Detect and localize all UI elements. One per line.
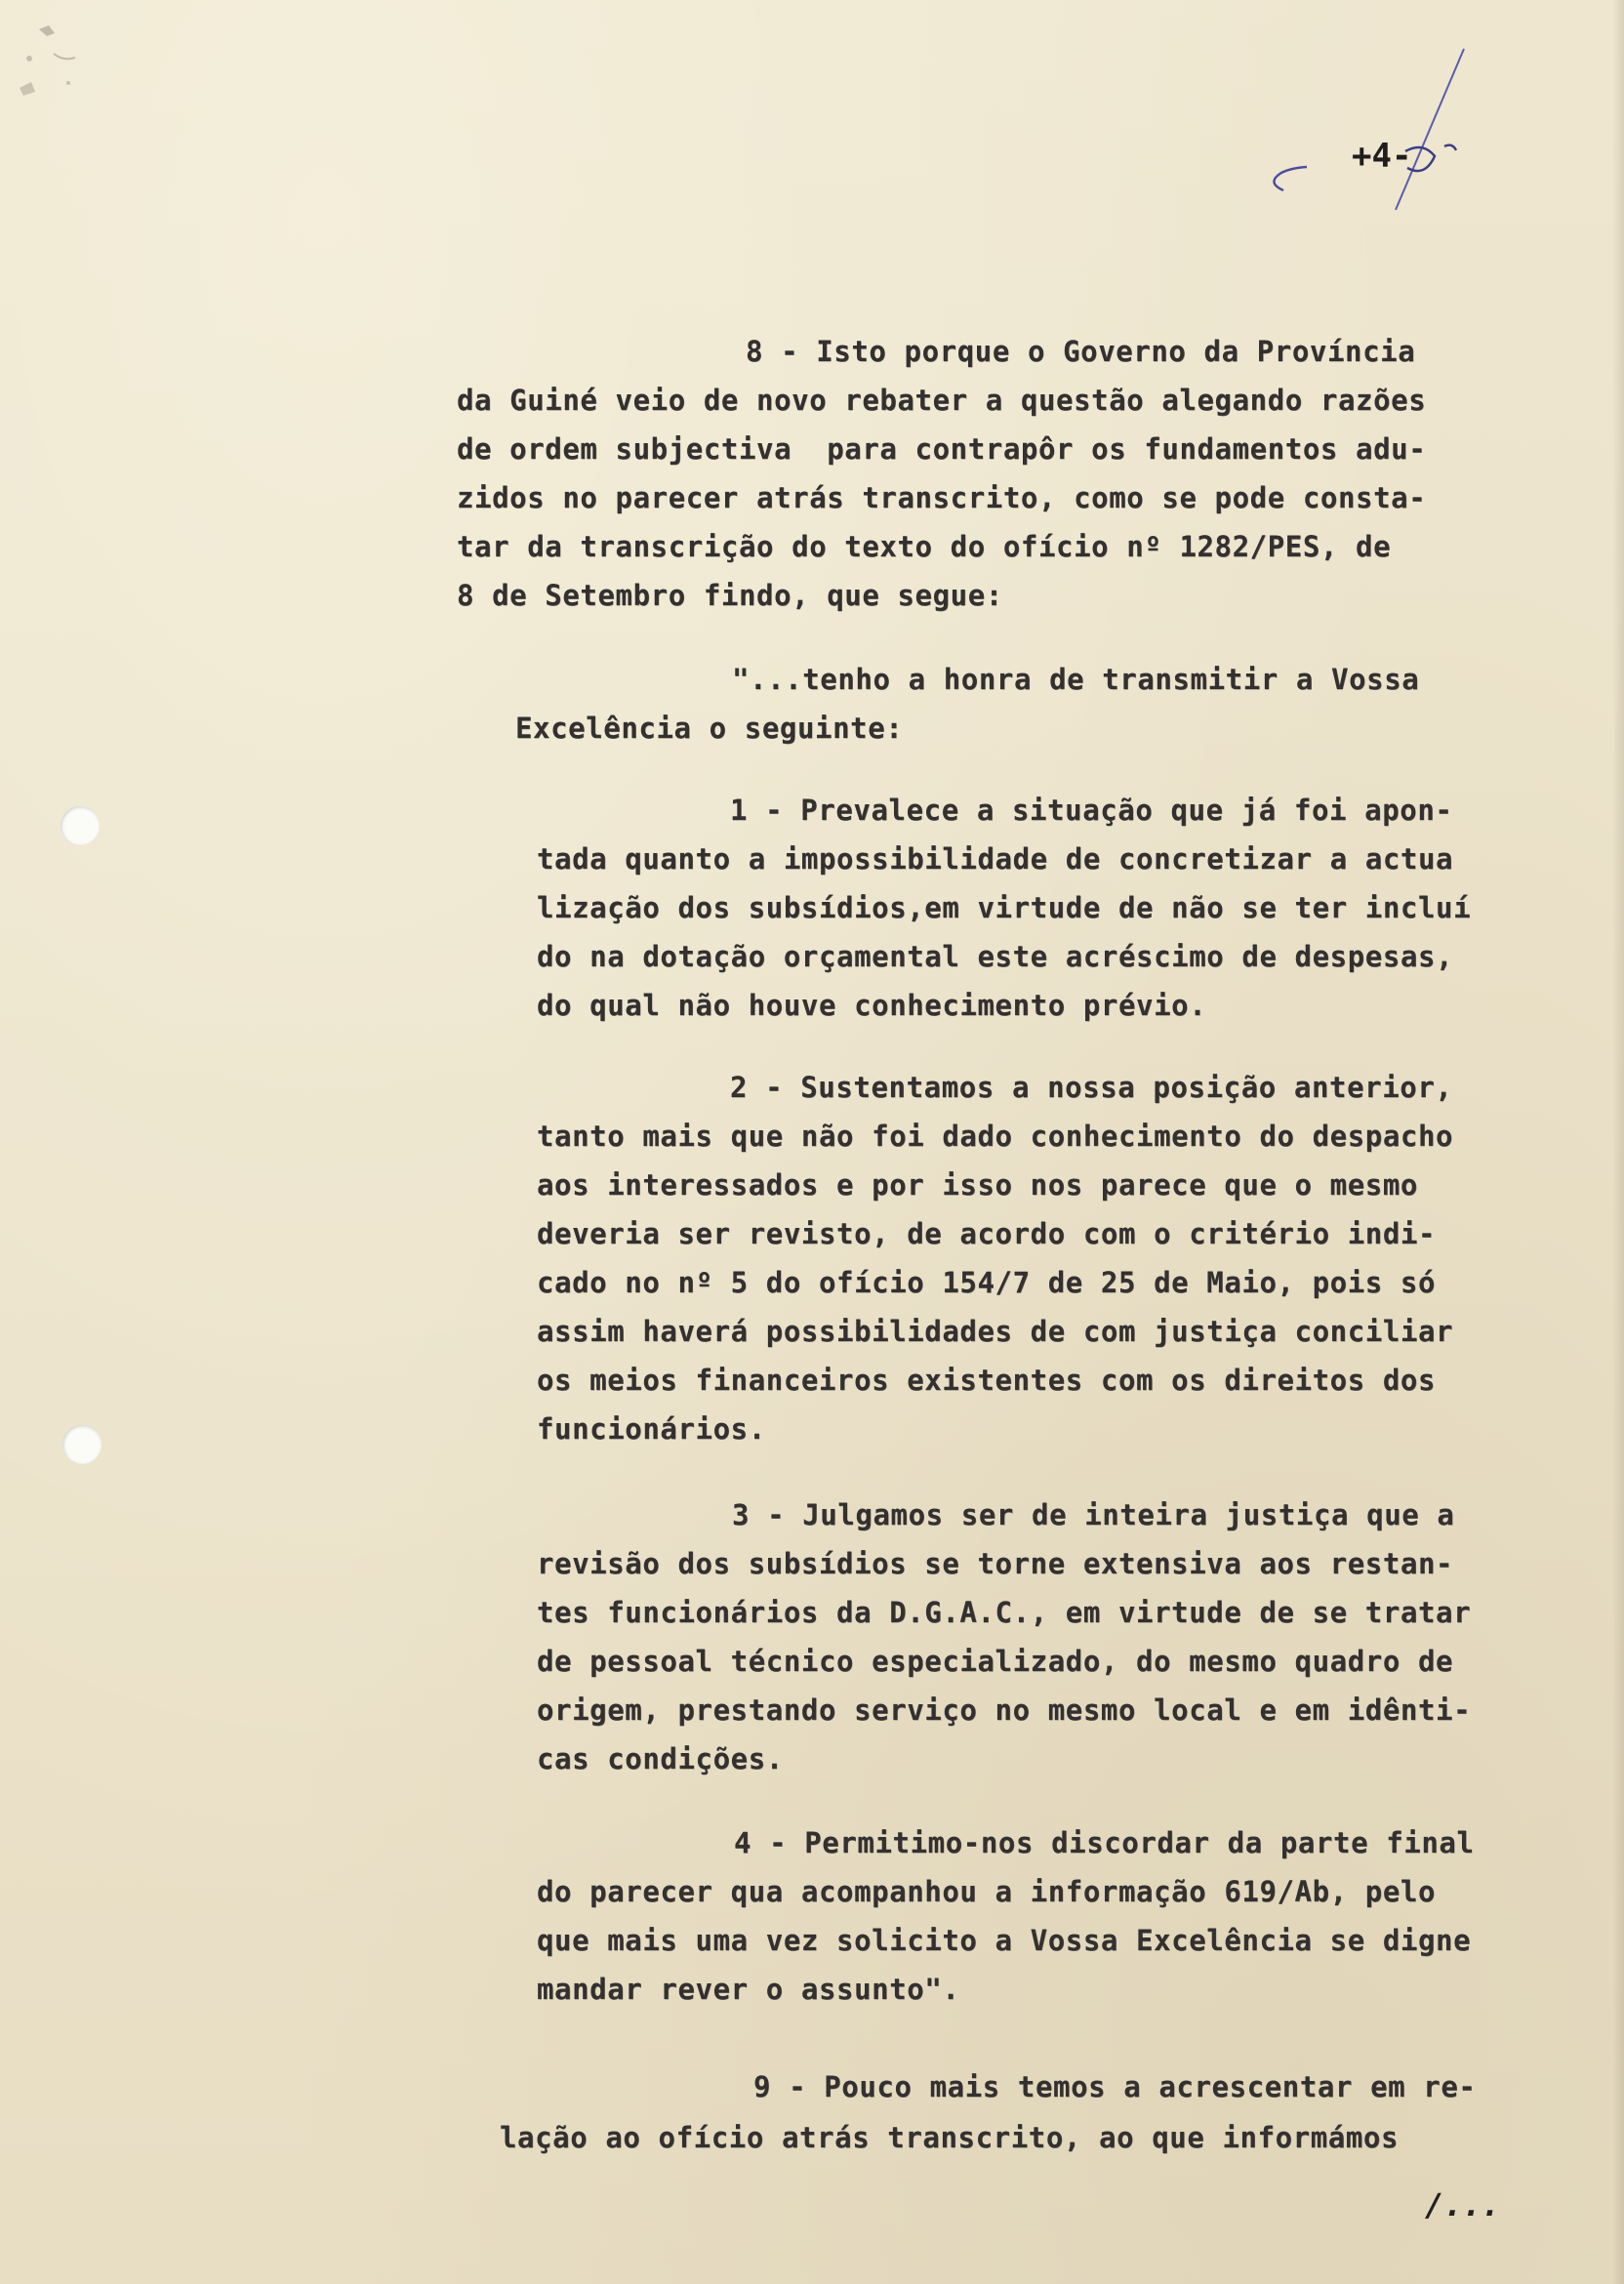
text-line: 9 - Pouco mais temos a acrescentar em re- [753,2070,1477,2103]
text-line: do na dotação orçamental este acréscimo de despesas, [537,940,1454,973]
punch-hole [62,1425,102,1464]
text-line: da Guiné veio de novo rebater a questão alegando razões [457,384,1427,417]
text-line: lização dos subsídios,em virtude de não se ter incluí [537,891,1472,924]
text-line: de pessoal técnico especializado, do mesmo quadro de [537,1645,1454,1678]
text-line: funcionários. [537,1412,766,1446]
text-line: tes funcionários da D.G.A.C., em virtude de se tratar [537,1596,1472,1629]
text-line: 1 - Prevalece a situação que já foi apon- [730,794,1453,827]
text-line: zidos no parecer atrás transcrito, como se pode consta- [457,481,1427,514]
text-line: de ordem subjectiva para contrapôr os fundamentos adu- [457,432,1427,466]
text-line: lação ao ofício atrás transcrito, ao que informámos [500,2121,1400,2154]
page-mark-text: +4- [1352,137,1412,176]
text-line: mandar rever o assunto". [537,1973,960,2006]
text-line: do parecer qua acompanhou a informação 619/Ab, pelo [537,1875,1437,1908]
continuation-mark: /... [1425,2186,1501,2223]
text-line: 4 - Permitimo-nos discordar da parte final [734,1826,1475,1859]
text-line: revisão dos subsídios se torne extensiva aos restan- [537,1547,1454,1580]
text-line: do qual não houve conhecimento prévio. [537,989,1207,1022]
text-line: Excelência o seguinte: [515,712,904,745]
text-line: 3 - Julgamos ser de inteira justiça que a [732,1498,1455,1531]
text-line: que mais uma vez solicito a Vossa Excelência se digne [537,1924,1472,1957]
text-line: cas condições. [537,1742,784,1775]
text-line: assim haverá possibilidades de com justiça conciliar [537,1315,1454,1348]
text-line: os meios financeiros existentes com os direitos dos [537,1364,1437,1397]
text-line: "...tenho a honra de transmitir a Vossa [732,663,1420,696]
text-line: tar da transcrição do texto do ofício nº 1282/PES, de [457,530,1392,563]
punch-hole [61,806,100,845]
text-line: cado no nº 5 do ofício 154/7 de 25 de Maio, pois só [537,1266,1437,1299]
text-line: 8 de Setembro findo, que segue: [457,579,1003,612]
text-line: tanto mais que não foi dado conhecimento do despacho [537,1120,1454,1153]
text-line: deveria ser revisto, de acordo com o critério indi- [537,1217,1437,1250]
text-line: 2 - Sustentamos a nossa posição anterior, [730,1071,1453,1104]
text-line: origem, prestando serviço no mesmo local e em idênti- [537,1693,1472,1727]
text-line: aos interessados e por isso nos parece que o mesmo [537,1168,1418,1202]
text-line: 8 - Isto porque o Governo da Província [746,335,1416,368]
text-line: tada quanto a impossibilidade de concretizar a actua [537,842,1454,876]
staple-mark-icon [0,0,117,137]
